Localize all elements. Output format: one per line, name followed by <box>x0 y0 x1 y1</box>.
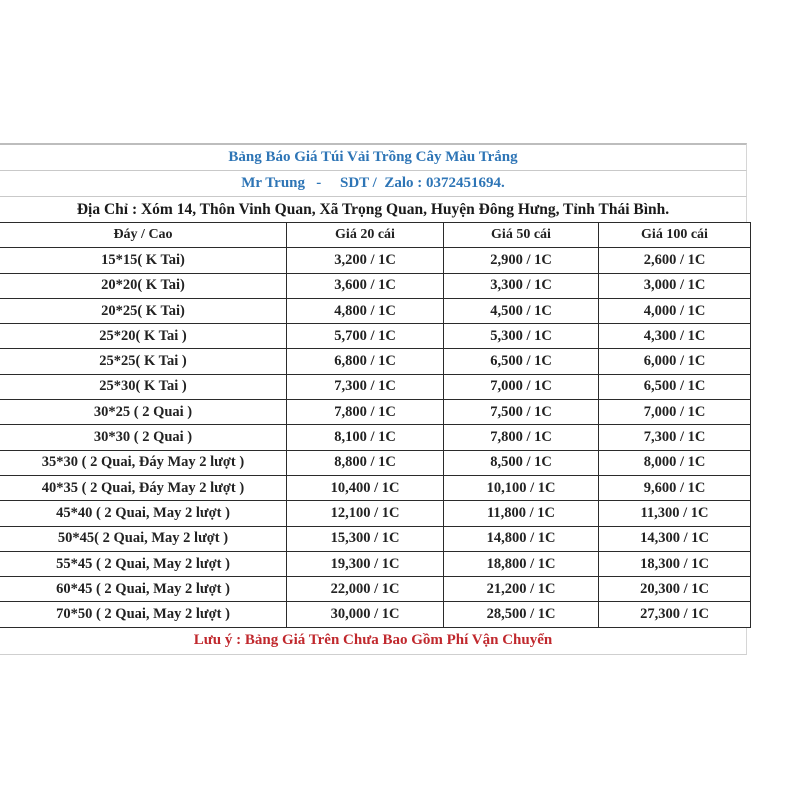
table-row <box>0 551 751 576</box>
table-row <box>0 425 751 450</box>
price-20-cell: 7,300 / 1C <box>287 374 444 399</box>
price-20-cell: 8,800 / 1C <box>287 450 444 475</box>
price-20-cell: 15,300 / 1C <box>287 526 444 551</box>
sheet-title: Bảng Báo Giá Túi Vải Trồng Cây Màu Trắng <box>0 143 747 170</box>
price-20-cell: 6,800 / 1C <box>287 349 444 374</box>
price-20-cell: 4,800 / 1C <box>287 298 444 323</box>
price-100-cell: 18,300 / 1C <box>599 551 751 576</box>
table-row <box>0 349 751 374</box>
table-row <box>0 577 751 602</box>
price-100-cell: 4,000 / 1C <box>599 298 751 323</box>
table-row <box>0 602 751 627</box>
size-cell: 20*25( K Tai) <box>0 298 287 323</box>
column-header-price-50: Giá 50 cái <box>444 223 599 248</box>
price-20-cell: 3,200 / 1C <box>287 248 444 273</box>
size-cell: 70*50 ( 2 Quai, May 2 lượt ) <box>0 602 287 627</box>
size-cell: 15*15( K Tai) <box>0 248 287 273</box>
table-row <box>0 374 751 399</box>
price-20-cell: 5,700 / 1C <box>287 324 444 349</box>
price-50-cell: 21,200 / 1C <box>444 577 599 602</box>
address-line: Địa Chỉ : Xóm 14, Thôn Vinh Quan, Xã Trọng Quan, Huyện Đông Hưng, Tỉnh Thái Bình. <box>0 196 747 222</box>
price-20-cell: 10,400 / 1C <box>287 475 444 500</box>
table-row <box>0 273 751 298</box>
table-row <box>0 475 751 500</box>
size-cell: 20*20( K Tai) <box>0 273 287 298</box>
size-cell: 30*25 ( 2 Quai ) <box>0 400 287 425</box>
price-100-cell: 8,000 / 1C <box>599 450 751 475</box>
price-20-cell: 8,100 / 1C <box>287 425 444 450</box>
price-table <box>0 222 751 628</box>
size-cell: 25*20( K Tai ) <box>0 324 287 349</box>
table-row <box>0 526 751 551</box>
table-row <box>0 298 751 323</box>
price-50-cell: 7,500 / 1C <box>444 400 599 425</box>
price-50-cell: 3,300 / 1C <box>444 273 599 298</box>
price-100-cell: 6,000 / 1C <box>599 349 751 374</box>
price-50-cell: 2,900 / 1C <box>444 248 599 273</box>
price-100-cell: 2,600 / 1C <box>599 248 751 273</box>
size-cell: 25*25( K Tai ) <box>0 349 287 374</box>
size-cell: 40*35 ( 2 Quai, Đáy May 2 lượt ) <box>0 475 287 500</box>
price-50-cell: 5,300 / 1C <box>444 324 599 349</box>
table-row <box>0 248 751 273</box>
price-20-cell: 12,100 / 1C <box>287 501 444 526</box>
price-100-cell: 11,300 / 1C <box>599 501 751 526</box>
price-50-cell: 4,500 / 1C <box>444 298 599 323</box>
size-cell: 50*45( 2 Quai, May 2 lượt ) <box>0 526 287 551</box>
table-row <box>0 324 751 349</box>
contact-line: Mr Trung - SDT / Zalo : 0372451694. <box>0 170 747 196</box>
price-50-cell: 7,800 / 1C <box>444 425 599 450</box>
price-50-cell: 18,800 / 1C <box>444 551 599 576</box>
price-100-cell: 7,000 / 1C <box>599 400 751 425</box>
price-50-cell: 10,100 / 1C <box>444 475 599 500</box>
price-100-cell: 3,000 / 1C <box>599 273 751 298</box>
price-50-cell: 11,800 / 1C <box>444 501 599 526</box>
price-100-cell: 27,300 / 1C <box>599 602 751 627</box>
price-20-cell: 30,000 / 1C <box>287 602 444 627</box>
price-20-cell: 22,000 / 1C <box>287 577 444 602</box>
size-cell: 55*45 ( 2 Quai, May 2 lượt ) <box>0 551 287 576</box>
column-header-size: Đáy / Cao <box>0 223 287 248</box>
price-50-cell: 8,500 / 1C <box>444 450 599 475</box>
price-50-cell: 6,500 / 1C <box>444 349 599 374</box>
price-50-cell: 7,000 / 1C <box>444 374 599 399</box>
price-100-cell: 7,300 / 1C <box>599 425 751 450</box>
column-header-price-100: Giá 100 cái <box>599 223 751 248</box>
table-header-row <box>0 223 751 248</box>
price-100-cell: 6,500 / 1C <box>599 374 751 399</box>
size-cell: 60*45 ( 2 Quai, May 2 lượt ) <box>0 577 287 602</box>
price-100-cell: 20,300 / 1C <box>599 577 751 602</box>
price-100-cell: 14,300 / 1C <box>599 526 751 551</box>
price-100-cell: 9,600 / 1C <box>599 475 751 500</box>
table-row <box>0 501 751 526</box>
size-cell: 35*30 ( 2 Quai, Đáy May 2 lượt ) <box>0 450 287 475</box>
price-50-cell: 28,500 / 1C <box>444 602 599 627</box>
table-row <box>0 400 751 425</box>
column-header-price-20: Giá 20 cái <box>287 223 444 248</box>
shipping-note: Lưu ý : Bảng Giá Trên Chưa Bao Gồm Phí Vận Chuyển <box>0 628 747 655</box>
price-20-cell: 3,600 / 1C <box>287 273 444 298</box>
price-20-cell: 7,800 / 1C <box>287 400 444 425</box>
price-20-cell: 19,300 / 1C <box>287 551 444 576</box>
size-cell: 25*30( K Tai ) <box>0 374 287 399</box>
price-100-cell: 4,300 / 1C <box>599 324 751 349</box>
table-row <box>0 450 751 475</box>
price-sheet <box>0 143 747 655</box>
size-cell: 45*40 ( 2 Quai, May 2 lượt ) <box>0 501 287 526</box>
price-50-cell: 14,800 / 1C <box>444 526 599 551</box>
size-cell: 30*30 ( 2 Quai ) <box>0 425 287 450</box>
